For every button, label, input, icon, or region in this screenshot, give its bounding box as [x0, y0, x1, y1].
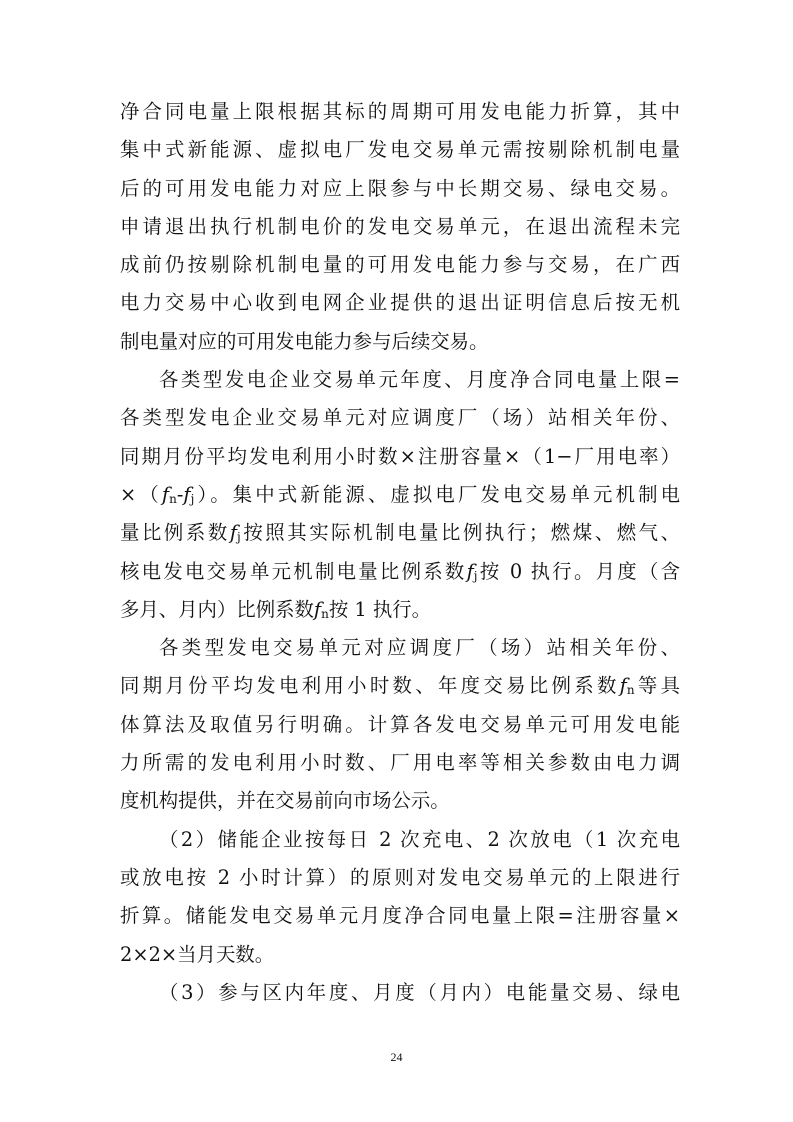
text-line: 后的可用发电能力对应上限参与中长期交易、绿电交易。	[120, 176, 680, 200]
math-variable: f	[161, 482, 170, 506]
text-line: 制电量对应的可用发电能力参与后续交易。	[120, 329, 489, 353]
text-run: 按 0 执行。月度（含	[477, 559, 680, 583]
text-run: 按 1 执行。	[328, 597, 432, 621]
math-variable: f	[466, 559, 474, 583]
body-text	[120, 93, 680, 1012]
text-line: （2）储能企业按每日 2 次充电、2 次放电（1 次充电	[159, 827, 680, 851]
text-run: -	[176, 482, 184, 506]
text-line	[120, 667, 680, 705]
text-line: 申请退出执行机制电价的发电交易单元，在退出流程未完	[120, 214, 680, 238]
text-line: （3）参与区内年度、月度（月内）电能量交易、绿电	[159, 980, 680, 1004]
text-run: 按照其实际机制电量比例执行；燃煤、燃气、	[240, 521, 681, 545]
math-subscript: j	[237, 530, 241, 545]
text-line: 集中式新能源、虚拟电厂发电交易单元需按剔除机制电量	[120, 138, 680, 162]
text-run: 等具	[634, 674, 681, 698]
text-run: ）。集中式新能源、虚拟电厂发电交易单元机制电	[194, 482, 680, 506]
text-line: 各类型发电企业交易单元年度、月度净合同电量上限=	[159, 368, 680, 392]
text-line: 各类型发电企业交易单元对应调度厂（场）站相关年份、	[120, 406, 680, 430]
math-variable: f	[313, 597, 322, 621]
text-line: 度机构提供，并在交易前向市场公示。	[120, 789, 450, 813]
text-line: 成前仍按剔除机制电量的可用发电能力参与交易，在广西	[120, 253, 680, 277]
page-number: 24	[390, 1050, 403, 1064]
text-line: 或放电按 2 小时计算）的原则对发电交易单元的上限进行	[120, 865, 680, 889]
text-run: 量比例系数	[120, 521, 230, 545]
text-line: 折算。储能发电交易单元月度净合同电量上限=注册容量×	[120, 904, 680, 928]
text-line	[120, 476, 680, 514]
text-line	[120, 553, 680, 591]
math-subscript: n	[626, 683, 635, 698]
text-line: 电力交易中心收到电网企业提供的退出证明信息后按无机	[120, 291, 680, 315]
text-line: 2×2×当月天数。	[120, 942, 275, 966]
text-line	[120, 591, 680, 629]
math-subscript: j	[190, 491, 195, 506]
math-variable: f	[619, 674, 627, 698]
text-run: 核电发电交易单元机制电量比例系数	[120, 559, 467, 583]
text-run: 同期月份平均发电利用小时数、年度交易比例系数	[120, 674, 620, 698]
math-variable: f	[183, 482, 191, 506]
text-line: 力所需的发电利用小时数、厂用电率等相关参数由电力调	[120, 751, 680, 775]
text-line: 体算法及取值另行明确。计算各发电交易单元可用发电能	[120, 712, 680, 736]
text-line: 净合同电量上限根据其标的周期可用发电能力折算，其中	[120, 100, 680, 123]
math-subscript: n	[169, 491, 177, 506]
text-line: 各类型发电交易单元对应调度厂（场）站相关年份、	[159, 636, 680, 660]
text-run: ×（	[120, 482, 162, 506]
math-subscript: j	[473, 568, 478, 583]
text-line	[120, 514, 680, 552]
math-variable: f	[229, 521, 238, 545]
text-line: 同期月份平均发电利用小时数×注册容量×（1−厂用电率）	[120, 444, 680, 468]
text-run: 多月、月内）比例系数	[120, 597, 314, 621]
math-subscript: n	[321, 606, 329, 621]
